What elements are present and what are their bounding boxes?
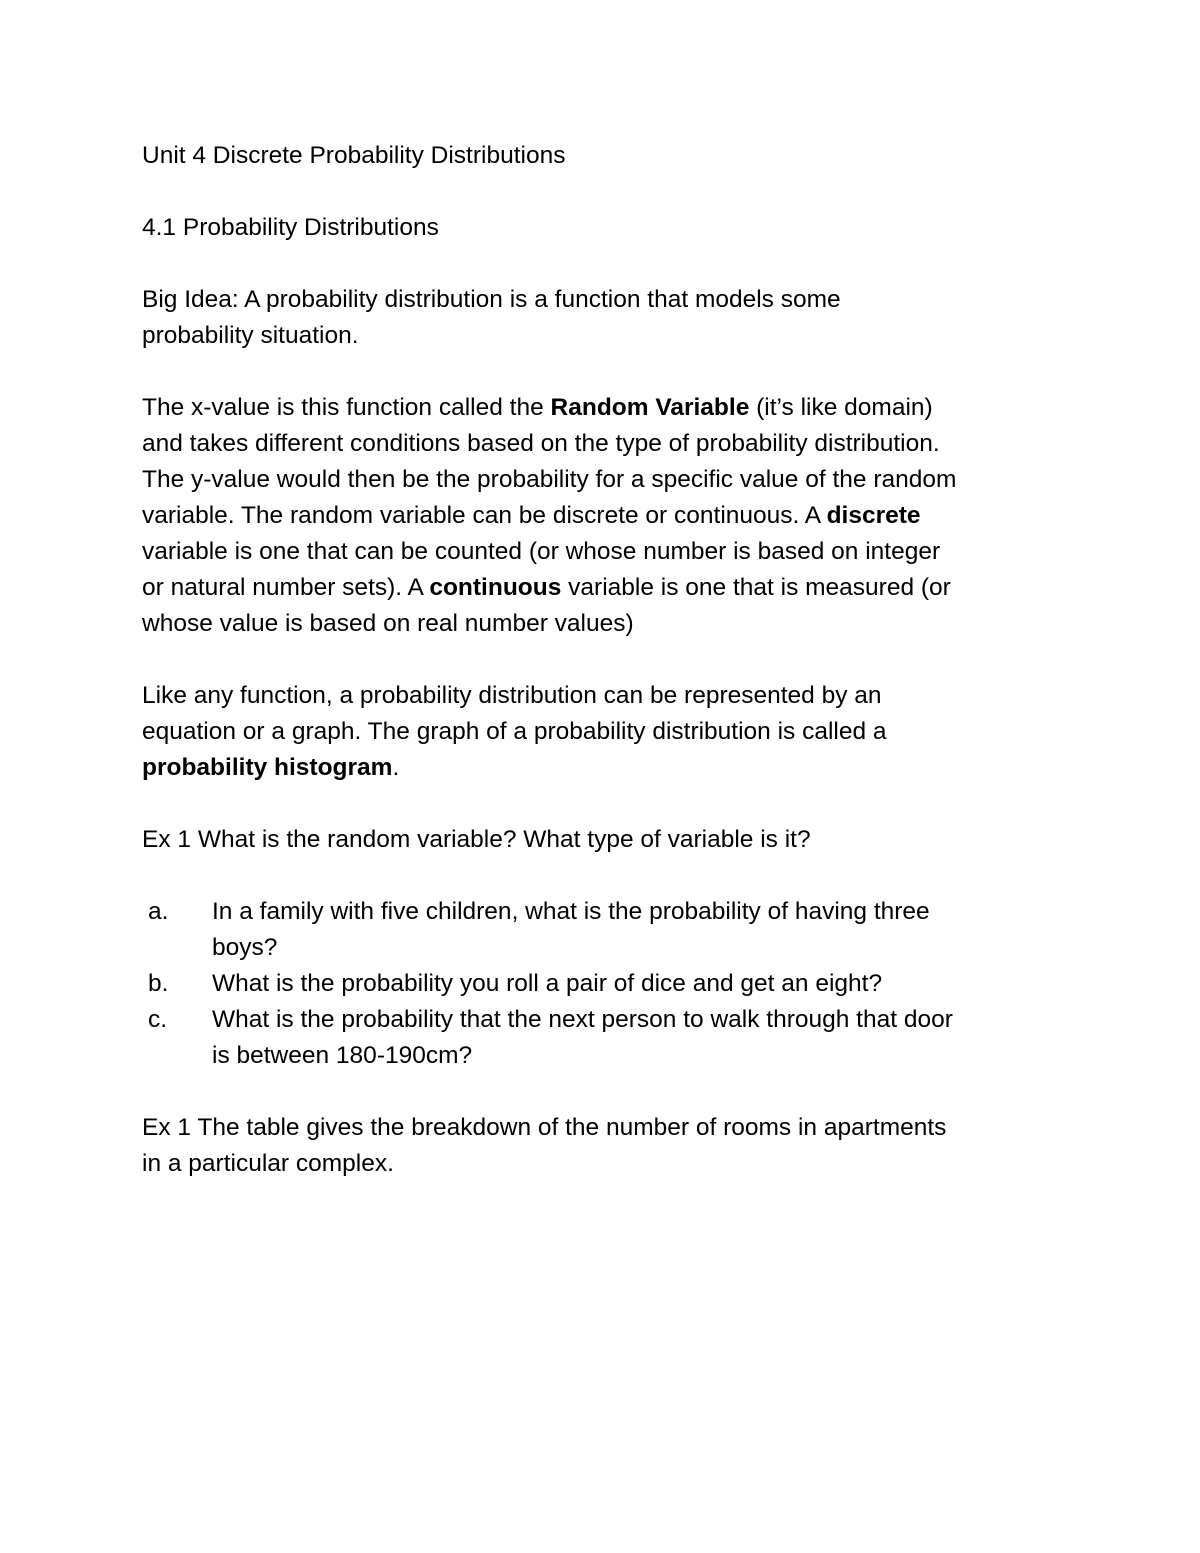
- list-item-line: is between 180-190cm?: [212, 1042, 473, 1069]
- list-item: [142, 966, 1072, 1002]
- list-item-line: In a family with five children, what is the probability of having three: [212, 898, 930, 925]
- list-marker: c.: [148, 1006, 168, 1033]
- paragraph-line: equation or a graph. The graph of a probability distribution is called a: [142, 718, 887, 745]
- paragraph-line: Ex 1 The table gives the breakdown of the number of rooms in apartments: [142, 1114, 947, 1141]
- list-item: [142, 1002, 1072, 1074]
- big-idea-line: Big Idea: A probability distribution is a function that models some: [142, 286, 841, 313]
- paragraph-line: [142, 750, 1072, 786]
- term-random-variable: Random Variable: [550, 394, 750, 421]
- text-run: (it’s like domain): [749, 394, 933, 421]
- term-continuous: continuous: [429, 574, 562, 601]
- section-heading: 4.1 Probability Distributions: [142, 214, 439, 241]
- list-item-line: What is the probability that the next person to walk through that door: [212, 1006, 953, 1033]
- paragraph-line: The y-value would then be the probability for a specific value of the random: [142, 466, 957, 493]
- list-marker: a.: [148, 898, 169, 925]
- text-run: variable is one that is measured (or: [561, 574, 951, 601]
- text-run: The x-value is this function called the: [142, 394, 551, 421]
- list-marker: b.: [148, 970, 169, 997]
- text-run: or natural number sets). A: [142, 574, 430, 601]
- paragraph-line: [142, 498, 1072, 534]
- paragraph-line: [142, 570, 1072, 606]
- paragraph-line: whose value is based on real number values): [142, 610, 634, 637]
- example-1-list: [142, 894, 1072, 1074]
- paragraph-line: [142, 390, 1072, 426]
- term-discrete: discrete: [826, 502, 921, 529]
- random-variable-paragraph: [142, 390, 1072, 642]
- histogram-paragraph: [142, 678, 1072, 786]
- list-item-line: boys?: [212, 934, 278, 961]
- example-1-prompt: Ex 1 What is the random variable? What type of variable is it?: [142, 826, 811, 853]
- paragraph-line: Like any function, a probability distribution can be represented by an: [142, 682, 882, 709]
- text-run: variable. The random variable can be discrete or continuous. A: [142, 502, 827, 529]
- paragraph-line: in a particular complex.: [142, 1150, 394, 1177]
- document-page: [142, 138, 1072, 1182]
- document-title: Unit 4 Discrete Probability Distributions: [142, 142, 566, 169]
- big-idea-line: probability situation.: [142, 322, 359, 349]
- list-item: [142, 894, 1072, 966]
- big-idea-paragraph: [142, 282, 1072, 354]
- term-probability-histogram: probability histogram: [142, 754, 393, 781]
- list-item-line: What is the probability you roll a pair of dice and get an eight?: [212, 970, 883, 997]
- text-run: .: [392, 754, 400, 781]
- paragraph-line: and takes different conditions based on the type of probability distribution.: [142, 430, 940, 457]
- paragraph-line: variable is one that can be counted (or whose number is based on integer: [142, 538, 941, 565]
- example-2-paragraph: [142, 1110, 1072, 1182]
